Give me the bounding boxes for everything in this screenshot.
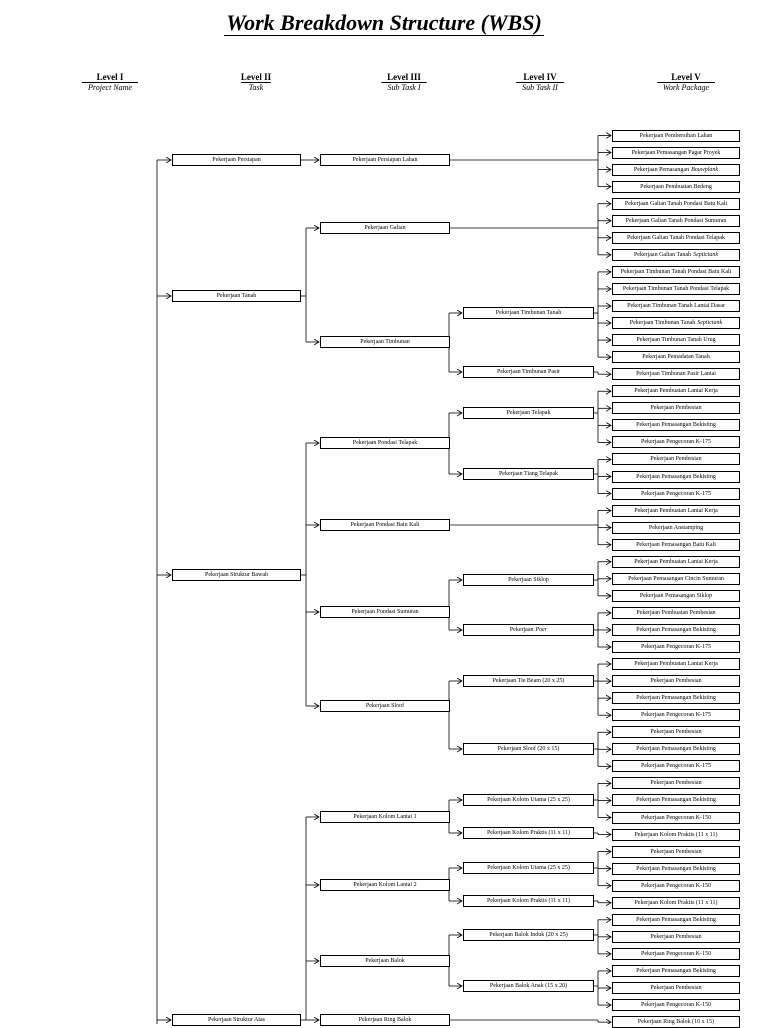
wbs-node-label: Pekerjaan Pembuatan Lantai Kerja: [634, 661, 718, 668]
wbs-node-label: Pekerjaan Pondasi Sumuran: [351, 609, 419, 615]
wbs-node-label: Pekerjaan Pembesian: [650, 985, 702, 991]
wbs-node-l5-pekerjaan-galian-tanah-pondasi-telapak: [612, 232, 740, 244]
wbs-node-label: Pekerjaan Timbunan Pasir: [497, 369, 560, 375]
wbs-node-l4-pekerjaan-balok-induk-20-x-25: [463, 929, 594, 941]
wbs-node-l5-pekerjaan-pengecoran-k-175: [612, 760, 740, 772]
wbs-node-label-italic: Bouwplank: [691, 166, 719, 173]
wbs-node-label: Pekerjaan Kolom Utama (25 x 25): [487, 797, 570, 803]
wbs-node-label: Pekerjaan Pembuatan Bedeng: [640, 183, 712, 190]
wbs-node-l5-pekerjaan-pembuatan-pembesian: [612, 607, 740, 619]
wbs-node-label: Pekerjaan Pengecoran K-150: [641, 882, 711, 889]
wbs-node-label: Pekerjaan Pemasangan Bekisting: [636, 967, 716, 974]
wbs-node-l5-pekerjaan-pemasangan-bekisting: [612, 743, 740, 755]
wbs-node-label: Pekerjaan Timbunan: [360, 339, 410, 345]
wbs-node-label: Pekerjaan Persiapan: [212, 157, 261, 163]
wbs-node-label: Pekerjaan Timbunan Tanah Pondasi Telapak: [622, 285, 730, 292]
wbs-node-label: Pekerjaan Kolom Utama (25 x 25): [487, 865, 570, 871]
wbs-node-l5-pekerjaan-pengecoran-k-175: [612, 488, 740, 500]
wbs-node-l4-pekerjaan-tiang-telapak: [463, 468, 594, 480]
wbs-node-label: Pekerjaan Pengecoran K-150: [641, 814, 711, 821]
wbs-node-l5-pekerjaan-pemasangan-batu-kali: [612, 539, 740, 551]
wbs-node-label: Pekerjaan Pemasangan Siklop: [639, 592, 713, 599]
wbs-node-label: Pekerjaan Sloof (20 x 15): [497, 746, 560, 752]
wbs-node-l4-pekerjaan-sloof-20-x-15: [463, 743, 594, 755]
wbs-node-label: Pekerjaan Pemasangan Bekisting: [636, 695, 716, 702]
wbs-node-label: Pekerjaan Pembesian: [650, 848, 702, 855]
wbs-node-l5-pekerjaan-pemasangan-bekisting: [612, 624, 740, 636]
wbs-node-label: Pekerjaan Kolom Praktis (11 x 11): [634, 831, 718, 838]
wbs-node-label: Pekerjaan Galian Tanah Pondasi Telapak: [627, 234, 725, 241]
wbs-node-l5-pekerjaan-timbunan-tanah-pondasi-batu-kali: [612, 266, 740, 278]
wbs-node-label: Pekerjaan: [509, 627, 534, 633]
wbs-node-label: Pekerjaan Tanah: [216, 293, 257, 299]
wbs-node-l4-pekerjaan-timbunan-tanah: [463, 307, 594, 319]
wbs-node-l3-pekerjaan-sloof: [320, 700, 450, 712]
wbs-node-label: Pekerjaan Pembersihan Lahan: [639, 132, 713, 139]
wbs-node-l5-pekerjaan-pembesian: [612, 402, 740, 414]
wbs-node-label: Pekerjaan Pemasangan Bekisting: [636, 422, 716, 429]
wbs-node-label: Pekerjaan Pemasangan Bekisting: [636, 916, 716, 923]
wbs-node-l5-pekerjaan-pemadatan-tanah: [612, 351, 740, 363]
wbs-node-label: Pekerjaan Pembesian: [650, 405, 702, 412]
wbs-node-l5-pekerjaan-timbunan-pasir-lantai: [612, 368, 740, 380]
wbs-node-label: Pekerjaan Timbunan Tanah Lantai Dasar: [627, 303, 725, 309]
wbs-node-l3-pekerjaan-pondasi-telapak: [320, 437, 450, 449]
wbs-node-label: Pekerjaan Galian Tanah Pondasi Batu Kali: [624, 200, 728, 207]
wbs-node-label: Pekerjaan Balok Induk (20 x 25): [489, 932, 568, 938]
wbs-node-label: Pekerjaan Timbunan Tanah: [629, 320, 696, 327]
wbs-node-l5-pekerjaan-pengecoran-k-150: [612, 948, 740, 960]
level-1-header: Level I Project Name: [82, 72, 138, 92]
wbs-node-label: Pekerjaan Pemasangan Bekisting: [636, 473, 716, 480]
wbs-node-l4-pekerjaan-kolom-praktis-11-x-11: [463, 827, 594, 839]
wbs-node-l4-pekerjaan-kolom-utama-25-x-25: [463, 794, 594, 806]
wbs-node-label: Pekerjaan Timbunan Tanah Pondasi Batu Kali: [620, 268, 732, 275]
wbs-node-label: Pekerjaan Kolom Praktis (11 x 11): [486, 898, 571, 904]
wbs-node-l5-pekerjaan-pengecoran-k-150: [612, 880, 740, 892]
wbs-node-label: Pekerjaan Timbunan Pasir Lantai: [636, 371, 716, 378]
wbs-node-label: Pekerjaan Timbunan Tanah: [495, 310, 562, 316]
wbs-node-label: Pekerjaan Pemasangan Bekisting: [636, 865, 716, 872]
wbs-node-l5-pekerjaan-pembesian: [612, 453, 740, 465]
wbs-node-l5-pekerjaan-kolom-praktis-11-x-11: [612, 897, 740, 909]
wbs-node-l5-pekerjaan-pengecoran-k-175: [612, 436, 740, 448]
wbs-node-label: Pekerjaan Anstamping: [648, 524, 704, 531]
wbs-node-label: Pekerjaan Ring Balok: [358, 1017, 412, 1023]
wbs-node-l4-pekerjaan-telapak: [463, 407, 594, 419]
wbs-node-l3-pekerjaan-galian: [320, 222, 450, 234]
wbs-node-l5-pekerjaan-pembuatan-bedeng: [612, 181, 740, 193]
wbs-node-label: Pekerjaan Telapak: [506, 410, 551, 416]
wbs-node-label: Pekerjaan Pengecoran K-175: [641, 490, 711, 497]
level-4-header: Level IV Sub Task II: [516, 72, 564, 92]
wbs-node-l5-pekerjaan-pembersihan-lahan: [612, 130, 740, 142]
wbs-node-label: Pekerjaan Kolom Praktis (11 x 11): [486, 830, 571, 836]
wbs-node-label: Pekerjaan Sloof: [365, 703, 405, 709]
wbs-node-label: Pekerjaan Pembuatan Lantai Kerja: [634, 558, 718, 565]
wbs-node-label: Pekerjaan Pengecoran K-175: [641, 763, 711, 770]
wbs-node-label: Pekerjaan Pengecoran K-175: [641, 644, 711, 650]
wbs-node-l5-pekerjaan-pembuatan-lantai-kerja: [612, 556, 740, 568]
wbs-node-label: Pekerjaan Pembesian: [650, 456, 702, 463]
wbs-node-l5-pekerjaan-pembuatan-lantai-kerja: [612, 385, 740, 397]
wbs-node-l3-pekerjaan-pondasi-batu-kali: [320, 519, 450, 531]
wbs-node-l2-pekerjaan-tanah: [172, 290, 301, 302]
wbs-node-label-italic: Septictank: [697, 320, 723, 327]
wbs-node-label: Pekerjaan Pondasi Telapak: [352, 440, 418, 446]
wbs-node-label: Pekerjaan Ring Balok (10 x 15): [637, 1019, 715, 1026]
wbs-node-l5-pekerjaan-timbunan-tanah-pondasi-telapak: [612, 283, 740, 295]
wbs-node-label: Pekerjaan Pengecoran K-150: [641, 1002, 711, 1009]
wbs-node-l3-pekerjaan-persiapan-lahan: [320, 154, 450, 166]
wbs-node-label: Pekerjaan Galian Tanah: [633, 251, 692, 258]
wbs-node-l2-pekerjaan-struktur-bawah: [172, 569, 301, 581]
wbs-node-l2-pekerjaan-persiapan: [172, 154, 301, 166]
wbs-node-label: Pekerjaan Kolom Lantai 1: [353, 814, 417, 820]
wbs-node-label: Pekerjaan Pengecoran K-150: [641, 950, 711, 957]
wbs-node-l5-pekerjaan-pengecoran-k-175: [612, 709, 740, 721]
wbs-node-label: Pekerjaan Pemasangan Bekisting: [636, 746, 716, 753]
wbs-node-l5-pekerjaan-galian-tanah-pondasi-batu-kali: [612, 198, 740, 210]
wbs-node-l5-pekerjaan-timbunan-tanah-septictank: [612, 317, 740, 329]
wbs-node-label: Pekerjaan Pembesian: [650, 678, 702, 685]
wbs-node-label: Pekerjaan Pembesian: [650, 729, 702, 736]
wbs-node-l5-pekerjaan-pemasangan-bekisting: [612, 419, 740, 431]
wbs-node-l5-pekerjaan-kolom-praktis-11-x-11: [612, 829, 740, 841]
wbs-node-l5-pekerjaan-pembesian: [612, 846, 740, 858]
wbs-node-l5-pekerjaan-pemasangan-bekisting: [612, 914, 740, 926]
wbs-node-l4-pekerjaan-timbunan-pasir: [463, 366, 594, 378]
wbs-node-l4-pekerjaan-kolom-utama-25-x-25: [463, 862, 594, 874]
wbs-node-l3-pekerjaan-pondasi-sumuran: [320, 606, 450, 618]
wbs-node-label: Pekerjaan Struktur Bawah: [205, 572, 268, 578]
wbs-node-l5-pekerjaan-pemasangan-siklop: [612, 590, 740, 602]
wbs-node-l5-pekerjaan-pembesian: [612, 777, 740, 789]
level-3-header: Level III Sub Task I: [381, 72, 426, 92]
wbs-node-label: Pekerjaan Pembesian: [650, 933, 702, 940]
wbs-node-label: Pekerjaan Pembuatan Lantai Kerja: [634, 507, 718, 514]
wbs-node-l3-pekerjaan-balok: [320, 955, 450, 967]
wbs-node-label: Pekerjaan Pembesian: [650, 780, 702, 787]
wbs-node-label-italic: Septictank: [693, 251, 719, 258]
wbs-node-l5-pekerjaan-timbunan-tanah-lantai-dasar: [612, 300, 740, 312]
wbs-node-l3-pekerjaan-kolom-lantai-1: [320, 811, 450, 823]
wbs-node-label: Pekerjaan Pemasangan Bekisting: [636, 797, 716, 804]
wbs-node-l5-pekerjaan-pembesian: [612, 675, 740, 687]
wbs-node-l5-pekerjaan-ring-balok-10-x-15: [612, 1016, 740, 1028]
wbs-node-label: Pekerjaan Pemasangan Bekisting: [636, 626, 716, 633]
wbs-node-l5-pekerjaan-pembesian: [612, 982, 740, 994]
wbs-node-label: Pekerjaan Kolom Lantai 2: [353, 882, 417, 888]
wbs-node-label: Pekerjaan Timbunan Tanah Urug: [636, 337, 716, 344]
wbs-node-l3-pekerjaan-timbunan: [320, 336, 450, 348]
wbs-node-label: Pekerjaan Kolom Praktis (11 x 11): [634, 899, 718, 906]
page-title: Work Breakdown Structure (WBS): [226, 10, 542, 35]
wbs-node-l5-pekerjaan-pemasangan-bekisting: [612, 471, 740, 483]
wbs-node-l4-pekerjaan-kolom-praktis-11-x-11: [463, 895, 594, 907]
wbs-node-label-italic: Poer: [535, 627, 548, 633]
wbs-node-l5-pekerjaan-galian-tanah-septictank: [612, 249, 740, 261]
wbs-node-l5-pekerjaan-galian-tanah-pondasi-sumuran: [612, 215, 740, 227]
wbs-node-l5-pekerjaan-pemasangan-bekisting: [612, 692, 740, 704]
wbs-node-l5-pekerjaan-timbunan-tanah-urug: [612, 334, 740, 346]
wbs-node-l4-pekerjaan-balok-anak-15-x-20: [463, 980, 594, 992]
wbs-node-label: Pekerjaan Galian: [364, 225, 406, 231]
wbs-node-label: Pekerjaan Galian Tanah Pondasi Sumuran: [625, 217, 727, 224]
wbs-node-label: Pekerjaan Struktur Atas: [208, 1017, 265, 1023]
wbs-node-l5-pekerjaan-anstamping: [612, 522, 740, 534]
wbs-node-l5-pekerjaan-pemasangan-bekisting: [612, 863, 740, 875]
wbs-node-l4-pekerjaan-poer: [463, 624, 594, 636]
wbs-node-l3-pekerjaan-kolom-lantai-2: [320, 879, 450, 891]
wbs-node-l5-pekerjaan-pembesian: [612, 931, 740, 943]
wbs-node-l2-pekerjaan-struktur-atas: [172, 1014, 301, 1026]
wbs-node-label: Pekerjaan Pengecoran K-175: [641, 439, 711, 446]
wbs-node-label: Pekerjaan Pengecoran K-175: [641, 712, 711, 719]
wbs-node-l4-pekerjaan-tie-beam-20-x-25: [463, 675, 594, 687]
wbs-node-l5-pekerjaan-pengecoran-k-150: [612, 999, 740, 1011]
wbs-node-l5-pekerjaan-pemasangan-bekisting: [612, 794, 740, 806]
wbs-node-l5-pekerjaan-pembuatan-lantai-kerja: [612, 505, 740, 517]
wbs-node-l5-pekerjaan-pemasangan-bekisting: [612, 965, 740, 977]
wbs-node-label: Pekerjaan Pembuatan Lantai Kerja: [634, 388, 718, 395]
wbs-node-label: Pekerjaan Pemasangan Batu Kali: [636, 541, 716, 548]
wbs-node-l5-pekerjaan-pembuatan-lantai-kerja: [612, 658, 740, 670]
wbs-node-label: Pekerjaan Pembuatan Pembesian: [636, 609, 716, 616]
wbs-node-label: Pekerjaan Balok: [365, 958, 405, 964]
wbs-node-label: Pekerjaan Tie Beam (20 x 25): [492, 678, 565, 684]
wbs-node-l5-pekerjaan-pemasangan-pagar-proyek: [612, 147, 740, 159]
level-5-header: Level V Work Package: [657, 72, 715, 92]
wbs-node-l4-pekerjaan-siklop: [463, 574, 594, 586]
wbs-node-label: Pekerjaan Tiang Telapak: [498, 471, 559, 477]
wbs-node-label: Pekerjaan Pemadatan Tanah: [642, 354, 710, 361]
wbs-node-l5-pekerjaan-pemasangan-bouwplank: [612, 164, 740, 176]
wbs-node-l5-pekerjaan-pemasangan-cincin-sumuran: [612, 573, 740, 585]
wbs-node-l5-pekerjaan-pembesian: [612, 726, 740, 738]
wbs-node-label: Pekerjaan Persiapan Lahan: [352, 157, 418, 163]
wbs-node-l5-pekerjaan-pengecoran-k-150: [612, 812, 740, 824]
wbs-node-label: Pekerjaan Pondasi Batu Kali: [350, 522, 420, 528]
level-2-header: Level II Task: [240, 72, 272, 92]
wbs-node-l5-pekerjaan-pengecoran-k-175: [612, 641, 740, 653]
wbs-node-label: Pekerjaan Pemasangan: [633, 166, 690, 173]
wbs-node-label: Pekerjaan Balok Anak (15 x 20): [489, 983, 568, 989]
wbs-node-label: Pekerjaan Siklop: [508, 577, 549, 583]
wbs-node-label: Pekerjaan Pemasangan Cincin Sumuran: [628, 575, 724, 582]
wbs-node-l3-pekerjaan-ring-balok: [320, 1014, 450, 1026]
wbs-node-label: Pekerjaan Pemasangan Pagar Proyek: [631, 149, 721, 156]
